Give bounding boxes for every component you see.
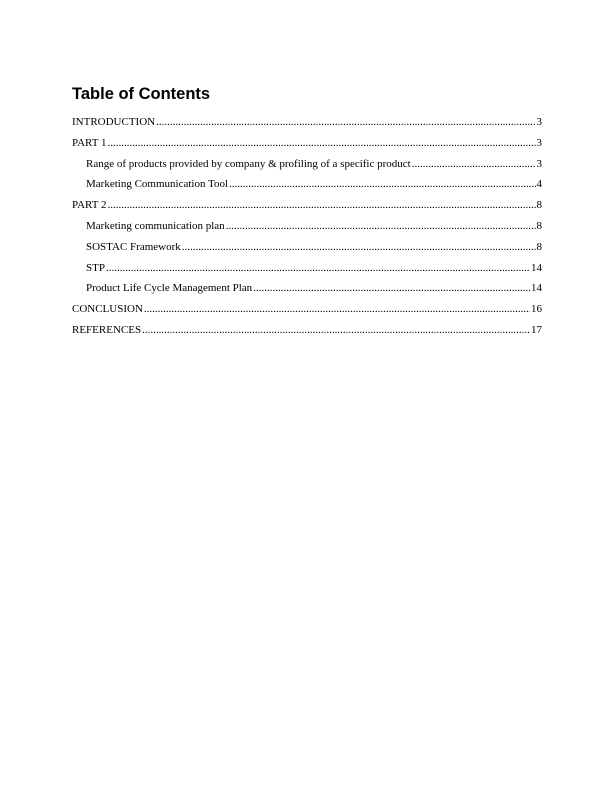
toc-entry-label: Marketing communication plan: [86, 219, 225, 232]
toc-entry-label: Range of products provided by company & profiling of a specific product: [86, 157, 411, 170]
toc-page-number: 17: [531, 323, 542, 336]
toc-entry-label: SOSTAC Framework: [86, 240, 181, 253]
toc-entry-label: REFERENCES: [72, 323, 142, 336]
toc-dot-leader: [253, 282, 530, 294]
toc-entry-range-of-products[interactable]: [72, 158, 542, 179]
toc-entry-sostac-framework[interactable]: [72, 241, 542, 262]
toc-page-number: 3: [536, 116, 542, 128]
toc-page-number: 14: [531, 261, 542, 274]
toc-page-number: 8: [536, 219, 542, 232]
toc-dot-leader: [108, 199, 536, 211]
toc-page-number: 3: [536, 136, 542, 149]
toc-dot-leader: [182, 241, 536, 253]
toc-page-number: 14: [531, 282, 542, 295]
toc-dot-leader: [108, 137, 536, 149]
toc-entry-label: INTRODUCTION: [72, 116, 156, 128]
toc-title: Table of Contents: [72, 85, 211, 103]
toc-entry-label: STP: [86, 261, 105, 274]
toc-entry-conclusion[interactable]: [72, 303, 542, 324]
toc-dot-leader: [229, 178, 535, 190]
toc-page-number: 8: [536, 199, 542, 212]
toc-dot-leader: [412, 158, 536, 170]
toc-entry-label: Product Life Cycle Management Plan: [86, 282, 253, 295]
toc-entry-marketing-communication-plan[interactable]: [72, 220, 542, 241]
toc-dot-leader: [106, 262, 530, 274]
toc-entry-label: PART 1: [72, 136, 107, 149]
toc-entry-stp[interactable]: [72, 262, 542, 283]
toc-entry-label: CONCLUSION: [72, 303, 143, 316]
toc-dot-leader: [226, 220, 536, 232]
toc-page-number: 16: [531, 303, 542, 316]
toc-entry-part-2[interactable]: [72, 199, 542, 220]
toc-page-number: 8: [536, 240, 542, 253]
toc-list: [72, 116, 542, 345]
toc-entry-references[interactable]: [72, 324, 542, 345]
toc-entry-marketing-communication-tool[interactable]: [72, 178, 542, 199]
toc-entry-product-life-cycle[interactable]: [72, 282, 542, 303]
toc-page-number: 3: [536, 157, 542, 170]
toc-entry-introduction[interactable]: [72, 116, 542, 137]
toc-page-number: 4: [536, 178, 542, 191]
toc-entry-label: PART 2: [72, 199, 107, 212]
toc-dot-leader: [144, 303, 530, 315]
toc-entry-label: Marketing Communication Tool: [86, 178, 229, 191]
toc-dot-leader: [156, 116, 535, 128]
toc-entry-part-1[interactable]: [72, 137, 542, 158]
toc-dot-leader: [142, 324, 530, 336]
